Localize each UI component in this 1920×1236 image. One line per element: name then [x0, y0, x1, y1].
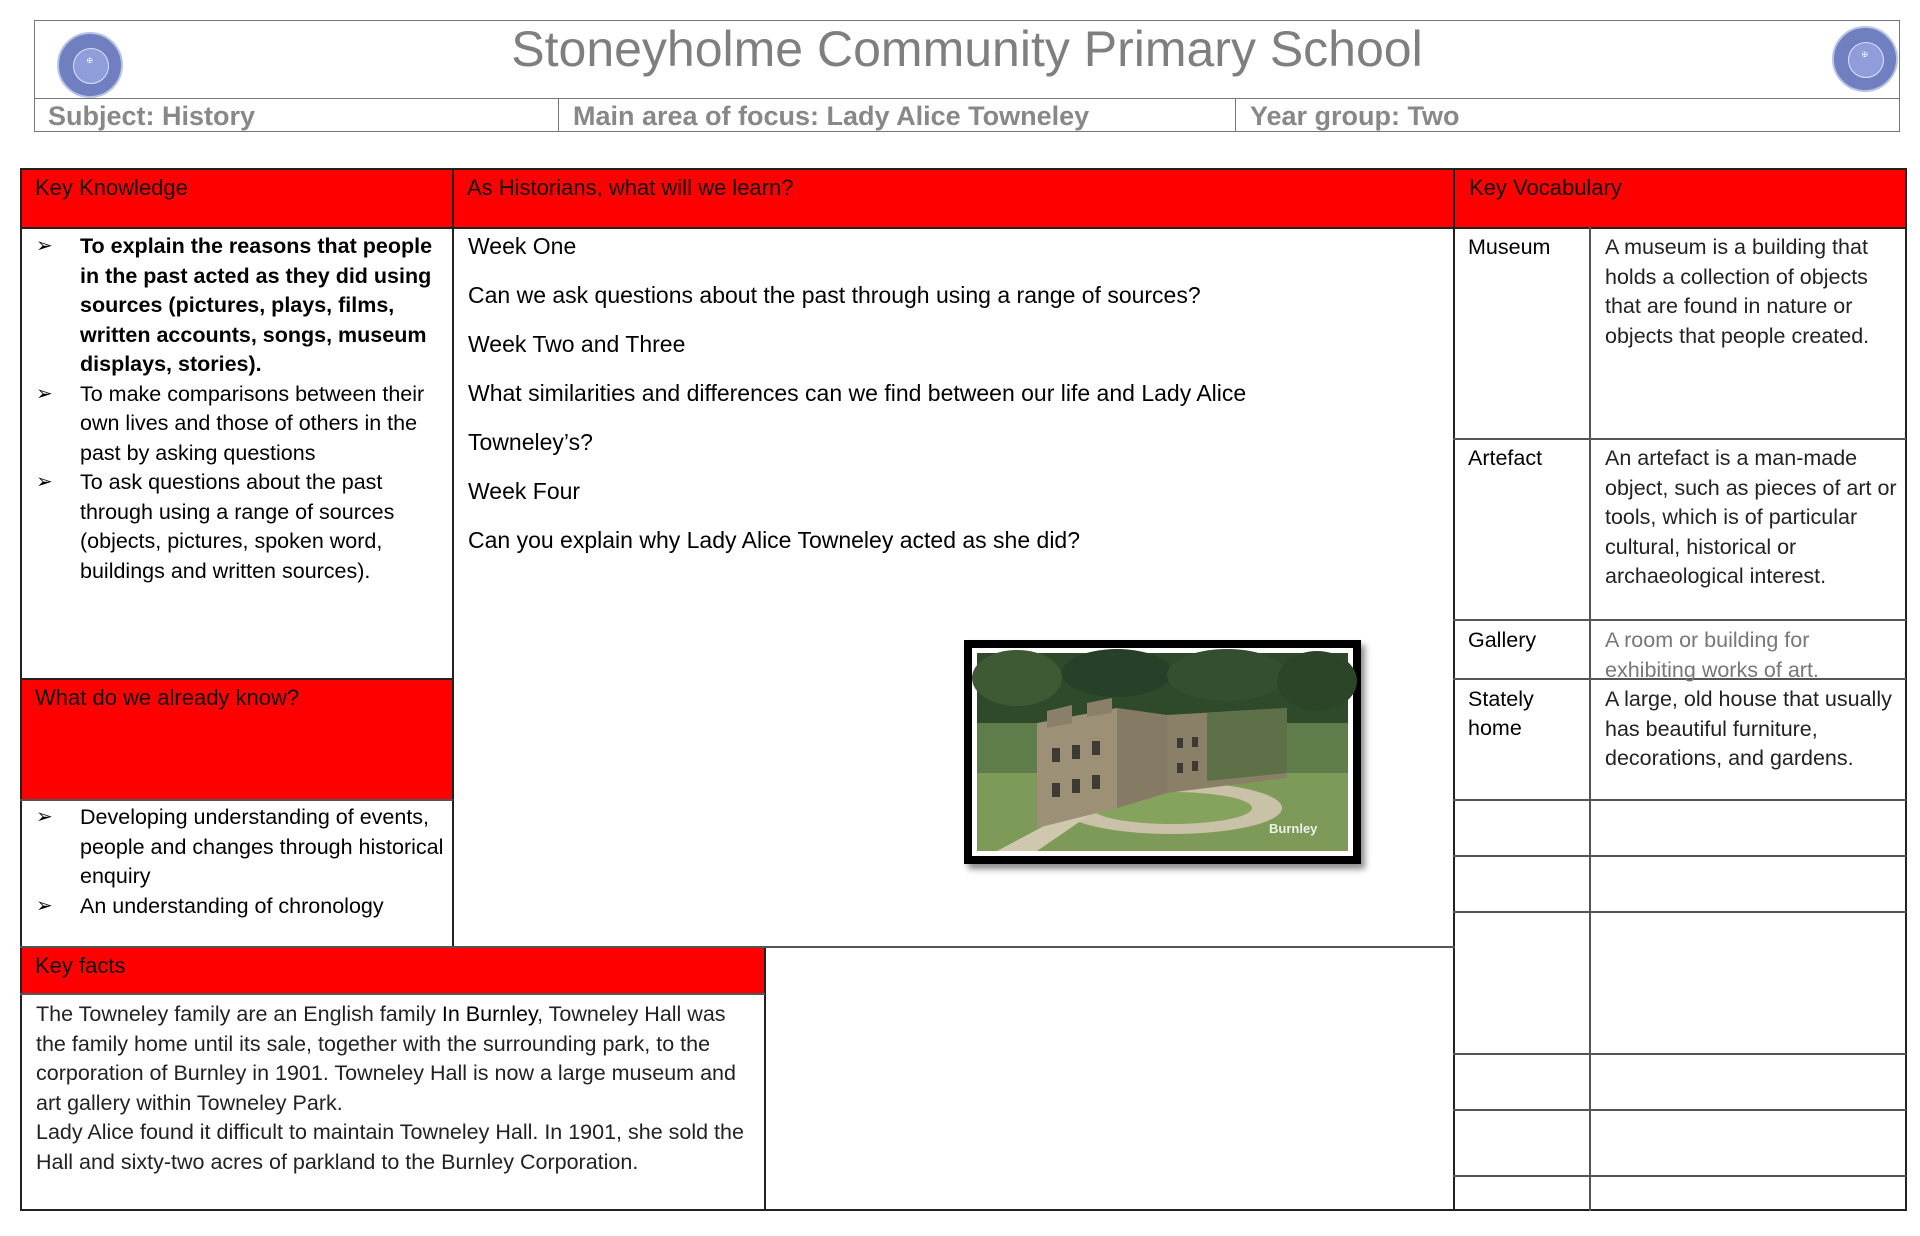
grid-line	[1453, 1175, 1906, 1177]
towneley-hall-photo	[964, 640, 1361, 864]
arrow-bullet-icon: ➢	[36, 471, 53, 493]
vocab-definition-artefact: An artefact is a man-made object, such as pieces of art or tools, which is of particular cultural, historical or archaeological interest.	[1605, 446, 1897, 588]
vocab-term-artefact: Artefact	[1468, 446, 1543, 470]
key-facts-text	[22, 994, 764, 1177]
vocabulary-heading: Key Vocabulary	[1469, 175, 1622, 200]
subject-label: Subject: History	[34, 98, 559, 132]
vocab-definition-gallery: A room or building for exhibiting works of art.	[1605, 628, 1819, 682]
grid-line	[1453, 1109, 1906, 1111]
grid-line	[452, 168, 454, 947]
grid-line	[20, 678, 453, 680]
year-group-label: Year group: Two	[1250, 101, 1460, 131]
key-knowledge-heading: Key Knowledge	[35, 175, 188, 200]
logo-crest-icon: ✠	[1861, 52, 1869, 59]
learning-question: What similarities and differences can we find between our life and Lady Alice	[468, 380, 1247, 406]
already-know-list	[22, 803, 450, 921]
learn-content	[468, 232, 1438, 554]
list-item: ➢ An understanding of chronology	[22, 892, 450, 922]
grid-line	[20, 946, 1455, 948]
grid-line	[20, 1209, 1907, 1211]
arrow-bullet-icon: ➢	[36, 235, 53, 257]
list-item: ➢ To explain the reasons that people in the past acted as they did using sources (pictures, plays, films, written accounts, songs, museum displays, stories).	[36, 234, 433, 376]
key-facts-heading: Key facts	[35, 953, 126, 978]
key-facts-paragraph: Lady Alice found it difficult to maintain Towneley Hall. In 1901, she sold the Hall and sixty-two acres of parkland to the Burnley Corporation.	[36, 1120, 744, 1174]
school-name: Stoneyholme Community Primary School	[511, 21, 1423, 77]
grid-line	[20, 799, 453, 801]
week-heading: Week Four	[468, 478, 581, 504]
list-item: ➢ To ask questions about the past through using a range of sources (objects, pictures, spoken word, buildings and written sources).	[36, 470, 395, 583]
learning-question: Can we ask questions about the past through using a range of sources?	[468, 282, 1201, 308]
grid-line	[20, 168, 1907, 170]
learning-question: Towneley’s?	[468, 429, 593, 455]
logo-crest-icon: ✠	[86, 58, 94, 65]
list-item: ➢ To make comparisons between their own lives and those of others in the past by asking questions	[36, 381, 425, 465]
week-heading: Week One	[468, 233, 577, 259]
grid-line	[1453, 619, 1906, 621]
vocab-term-gallery: Gallery	[1468, 628, 1537, 652]
vocab-definition-museum: A museum is a building that holds a collection of objects that are found in nature or objects that people created.	[1605, 235, 1870, 348]
vocab-definition-stately-home: A large, old house that usually has beautiful furniture, decorations, and gardens.	[1605, 687, 1892, 770]
learning-question: Can you explain why Lady Alice Towneley acted as she did?	[468, 527, 1081, 553]
school-logo-left	[57, 32, 123, 98]
key-knowledge-list	[22, 232, 450, 586]
arrow-bullet-icon: ➢	[36, 894, 53, 917]
grid-line	[1905, 168, 1907, 1211]
week-heading: Week Two and Three	[468, 331, 686, 357]
focus-label: Main area of focus: Lady Alice Towneley	[559, 98, 1236, 132]
key-facts-paragraph: The Towneley family are an English family In Burnley, Towneley Hall was the family home until its sale, together with the surrounding park, to the corporation of Burnley in 1901. Towneley Hall is now a large museum and art gallery within Towneley Park.	[36, 1002, 736, 1115]
grid-line	[1453, 855, 1906, 857]
grid-line	[1453, 799, 1906, 801]
vocab-term-stately-home: Stately home	[1468, 687, 1534, 740]
arrow-bullet-icon: ➢	[36, 382, 53, 405]
vocab-term-museum: Museum	[1468, 235, 1551, 259]
arrow-bullet-icon: ➢	[36, 806, 53, 828]
grid-line	[1453, 1053, 1906, 1055]
school-logo-right	[1832, 26, 1898, 92]
grid-line	[1453, 911, 1906, 913]
learn-heading: As Historians, what will we learn?	[467, 175, 794, 200]
already-know-heading: What do we already know?	[35, 685, 300, 710]
photo-watermark: Burnley	[1269, 821, 1318, 836]
grid-line	[764, 947, 766, 1211]
list-item: ➢ Developing understanding of events, people and changes through historical enquiry	[36, 805, 444, 888]
